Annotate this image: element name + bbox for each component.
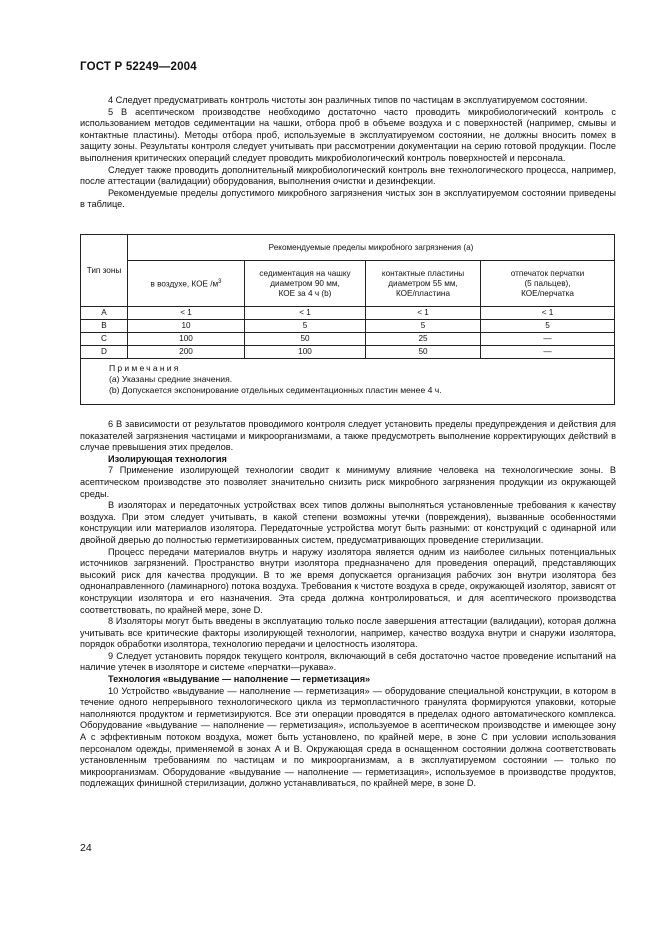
table-row (81, 320, 615, 333)
page-number: 24 (80, 842, 92, 854)
value-cell: < 1 (481, 307, 615, 320)
paragraph: 6 В зависимости от результатов проводимого контроля следует установить пределы предупреждения и действия для показателей загрязнения частицами и микроорганизмами, а также предусмотреть выполнение корректирующих действий в случае превышения этих пределов. (80, 419, 616, 453)
paragraph: 9 Следует установить порядок текущего контроля, включающий в себя достаточно частое проведение испытаний на наличие утечек в изоляторе и системе «перчатки—рукава». (80, 650, 616, 673)
col-glove-header: отпечаток перчатки (5 пальцев), КОЕ/перчатка (481, 261, 615, 307)
section-heading: Технология «выдувание — наполнение — герметизация» (108, 674, 371, 685)
note-a: (а) Указаны средние значения. (109, 374, 233, 385)
value-cell: 10 (128, 320, 245, 333)
col-air-header: в воздухе, КОЕ $/м^3$ (128, 261, 245, 307)
value-cell: 5 (481, 320, 615, 333)
value-cell: < 1 (128, 307, 245, 320)
microbial-limits-table (80, 234, 615, 405)
col-sedimentation-header: седиментация на чашку диаметром 90 мм, КОЕ за 4 ч (b) (245, 261, 366, 307)
paragraph: Следует также проводить дополнительный микробиологический контроль вне технологического процесса, например, после аттестации (валидации) оборудования, выполнения очистки и дезинфекции. (80, 164, 616, 187)
value-cell: 200 (128, 346, 245, 359)
paragraph: 10 Устройство «выдувание — наполнение — герметизация» — оборудование специальной конструкции, в котором в течение одного непрерывного технологического цикла из термопластичного гранулята формируются упаковки, которые наполняются продуктом и герметизируются. Все эти операции проводятся в пределах одного автоматического комплекса. Оборудование «выдувание — наполнение — герметизация», используемое в асептическом производстве и имеющее зону А с эффективным потоком воздуха, может быть установлено, по крайней мере, в зоне С при условии использования персоналом одежды, применяемой в зонах А и В. Окружающая среда в оснащенном состоянии должна соответствовать установленным требованиям по частицам и по микроорганизмам, а в эксплуатируемом состоянии — только по микроорганизмам. Оборудование «выдувание — наполнение — герметизация», используемое в производстве продуктов, подлежащих финишной стерилизации, должно устанавливаться, по крайней мере, в зоне D. (80, 685, 616, 789)
col-contact-header: контактные пластины диаметром 55 мм, КОЕ/пластина (366, 261, 481, 307)
table-row (81, 333, 615, 346)
paragraph: Рекомендуемые пределы допустимого микробного загрязнения чистых зон в эксплуатируемом состоянии приведены в таблице. (80, 187, 616, 210)
value-cell: 100 (128, 333, 245, 346)
paragraph: 5 В асептическом производстве необходимо достаточно часто проводить микробиологический контроль с использованием методов седиментации на чашки, отбора проб в объеме воздуха и с поверхностей (например, смывы и контактные пластины). Методы отбора проб, используемые в эксплуатируемом состоянии, не должны вносить помех в защиту зоны. Результаты контроля следует учитывать при рассмотрении документации на серию готовой продукции. После выполнения критических операций следует проводить микробиологический контроль поверхностей и персонала. (80, 106, 616, 163)
table-notes (81, 359, 615, 405)
notes-title: Примечания (109, 363, 181, 373)
value-cell: < 1 (366, 307, 481, 320)
body-text (80, 419, 616, 790)
value-cell: 25 (366, 333, 481, 346)
group-header: Рекомендуемые пределы микробного загрязнения (а) (128, 235, 615, 261)
intro-text (80, 95, 616, 211)
zone-cell: D (81, 346, 128, 359)
section-heading: Изолирующая технология (108, 453, 227, 464)
paragraph: Процесс передачи материалов внутрь и наружу изолятора является одним из наиболее сильных потенциальных источников загрязнений. Пространство внутри изолятора предназначено для проведения операций, представляющих высокий риск для качества продукции. В то же время допускается организация рабочих зон внутри изолятора без однонаправленного (ламинарного) потока воздуха. Требования к чистоте воздуха в среде, окружающей изолятор, зависят от конструкции изолятора и его назначения. Эта среда должна контролироваться, и для асептического производства соответствовать, по крайней мере, зоне D. (80, 546, 616, 615)
table-row (81, 346, 615, 359)
document-header: ГОСТ Р 52249—2004 (80, 61, 197, 73)
zone-cell: B (81, 320, 128, 333)
value-cell: 50 (245, 333, 366, 346)
zone-cell: C (81, 333, 128, 346)
paragraph: 8 Изоляторы могут быть введены в эксплуатацию только после завершения аттестации (валидации), которая должна учитывать все критические факторы изолирующей технологии, например, качество воздуха внутри и снаружи изолятора, порядок обработки изолятора, технологию передачи и целостность изолятора. (80, 616, 616, 650)
value-cell: 5 (245, 320, 366, 333)
zone-cell: A (81, 307, 128, 320)
value-cell: — (481, 333, 615, 346)
zone-type-header: Тип зоны (81, 235, 128, 307)
paragraph: 7 Применение изолирующей технологии сводит к минимуму влияние человека на технологические зоны. В асептическом производстве это позволяет значительно снизить риск микробного загрязнения продукции из окружающей среды. (80, 465, 616, 499)
value-cell: < 1 (245, 307, 366, 320)
paragraph: 4 Следует предусматривать контроль чистоты зон различных типов по частицам в эксплуатируемом состоянии. (108, 95, 588, 105)
value-cell: 5 (366, 320, 481, 333)
value-cell: — (481, 346, 615, 359)
table-row (81, 307, 615, 320)
note-b: (b) Допускается экспонирование отдельных седиментационных пластин менее 4 ч. (109, 385, 442, 396)
value-cell: 100 (245, 346, 366, 359)
paragraph: В изоляторах и передаточных устройствах всех типов должны выполняться установленные требования к качеству воздуха. При этом следует учитывать, в какой степени возможны утечки (повреждения), вызванные особенностями конструкции или материалов изолятора. Передаточные устройства могут быть разными: от конструкций с одинарной или двойной дверью до полностью герметизированных систем, предусматривающих проведение стерилизации. (80, 500, 616, 545)
value-cell: 50 (366, 346, 481, 359)
